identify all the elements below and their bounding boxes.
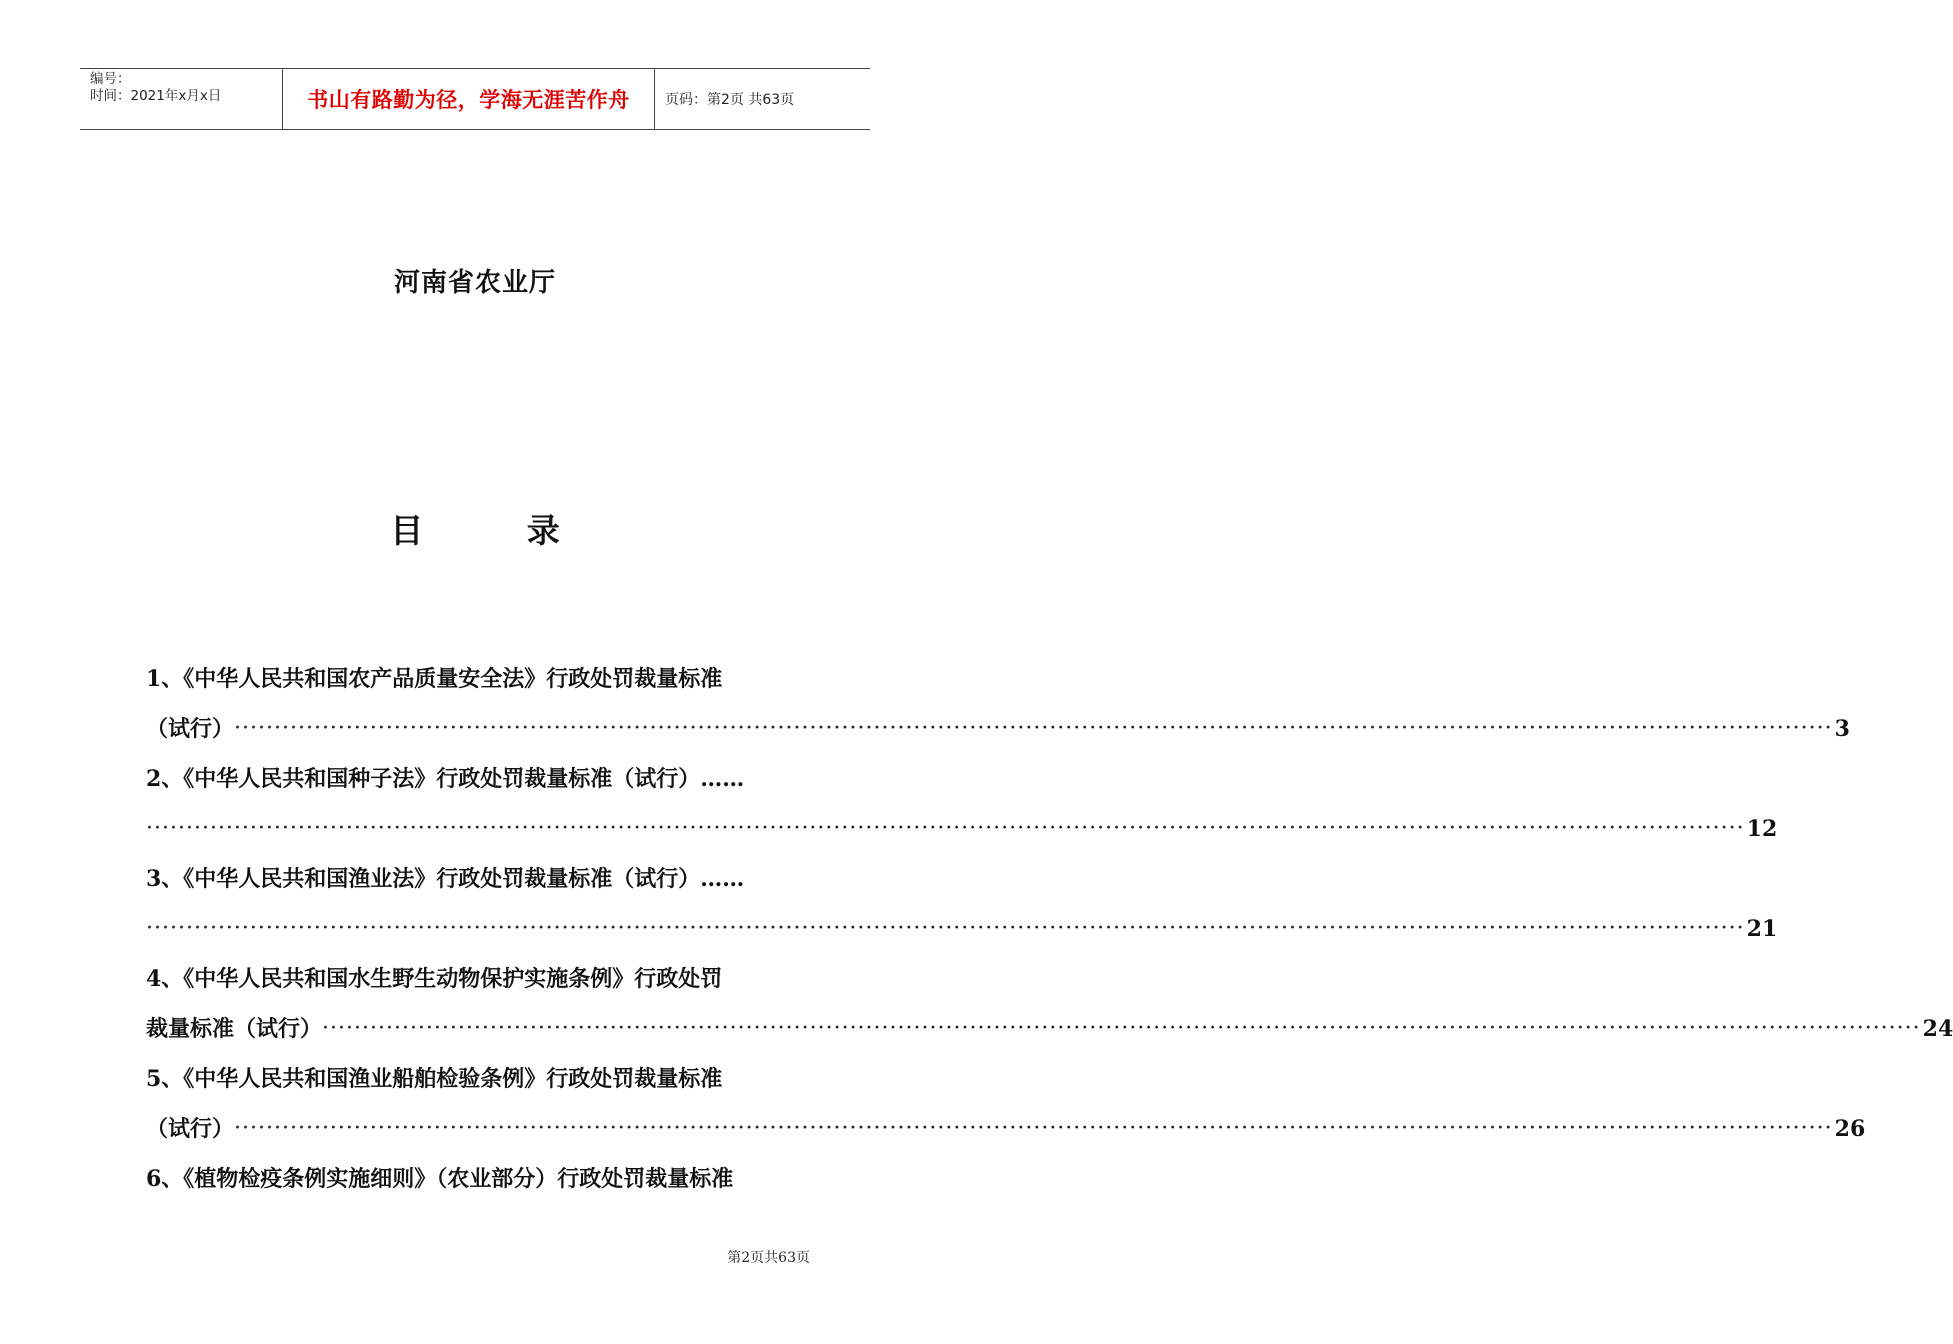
number-label: 编号： (90, 71, 131, 87)
toc-item-lead: （试行） (146, 716, 235, 742)
toc-item-title: 6、《植物检疫条例实施细则》（农业部分）行政处罚裁量标准 (146, 1166, 734, 1192)
toc-item-page: 3 (1834, 716, 1850, 742)
toc-item-page: 24 (1922, 1016, 1953, 1042)
dot-leader: ········································································································································································································ (234, 1116, 1833, 1141)
table-of-contents (146, 654, 1953, 1204)
toc-item-leader (146, 904, 1778, 954)
header-table (80, 68, 870, 130)
motto: 书山有路勤为径，学海无涯苦作舟 (307, 88, 630, 112)
toc-item-leader (146, 1004, 1953, 1054)
time-label: 时间：2021年x月x日 (90, 88, 222, 104)
toc-item-title: 3、《中华人民共和国渔业法》行政处罚裁量标准（试行）…… (146, 866, 745, 892)
page-info: 页码：第2页 共63页 (665, 92, 795, 108)
header-motto-cell (282, 69, 655, 129)
toc-item-page: 26 (1834, 1116, 1866, 1142)
dot-leader: ········································································································································································································ (322, 1016, 1921, 1041)
org-name: 河南省农业厅 (393, 268, 556, 298)
header-page-cell (655, 69, 870, 129)
toc-item-title: 1、《中华人民共和国农产品质量安全法》行政处罚裁量标准 (146, 666, 723, 692)
toc-item-leader (146, 704, 1850, 754)
toc-item-title: 4、《中华人民共和国水生野生动物保护实施条例》行政处罚 (146, 966, 723, 992)
dot-leader: ········································································································································································································ (146, 916, 1745, 941)
page-footer: 第2页共63页 (727, 1250, 810, 1266)
header-meta-cell (80, 69, 282, 129)
toc-item-page: 21 (1746, 916, 1778, 942)
dot-leader: ········································································································································································································ (234, 716, 1833, 741)
toc-item-leader (146, 804, 1778, 854)
toc-item-lead: 裁量标准（试行） (146, 1016, 323, 1042)
toc-item-title: 2、《中华人民共和国种子法》行政处罚裁量标准（试行）…… (146, 766, 745, 792)
toc-item-page: 12 (1746, 816, 1778, 842)
toc-title: 目 录 (390, 511, 606, 550)
toc-item-lead: （试行） (146, 1116, 235, 1142)
toc-item-leader (146, 1104, 1866, 1154)
toc-item-title: 5、《中华人民共和国渔业船舶检验条例》行政处罚裁量标准 (146, 1066, 723, 1092)
dot-leader: ········································································································································································································ (146, 816, 1745, 841)
